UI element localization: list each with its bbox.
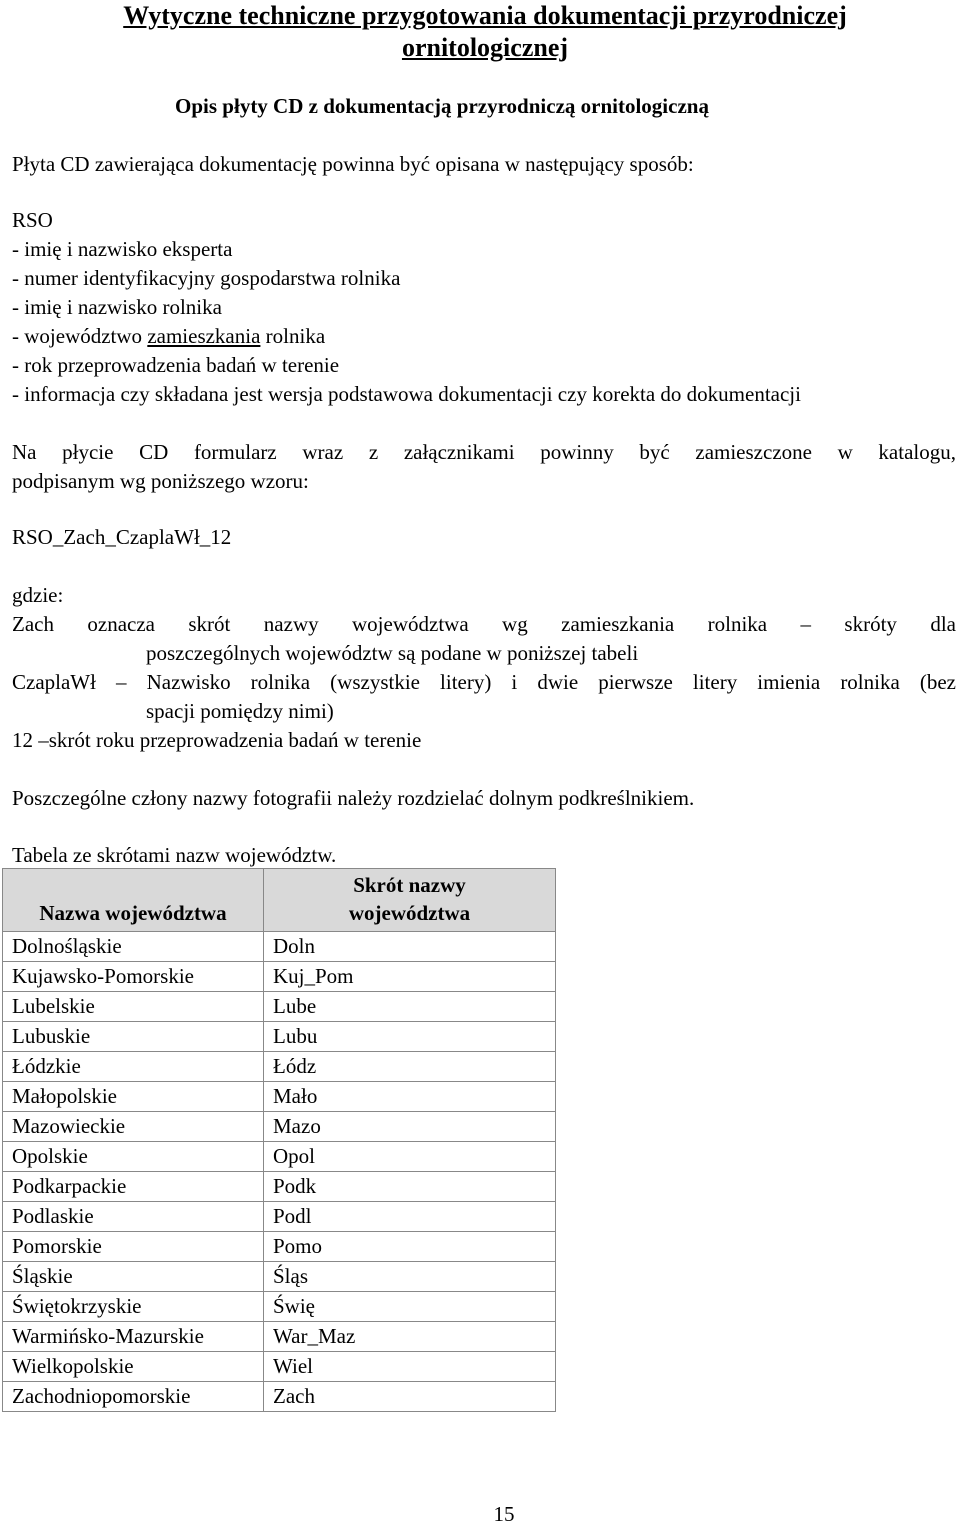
- cell-abbreviation: Pomo: [264, 1232, 556, 1262]
- page-number: 15: [493, 1502, 515, 1526]
- header-name: Nazwa województwa: [3, 869, 264, 932]
- cell-abbreviation: Podl: [264, 1202, 556, 1232]
- cell-voivodeship-name: Świętokrzyskie: [3, 1292, 264, 1322]
- list-item: [12, 322, 325, 351]
- header-abbr: [264, 869, 556, 932]
- underscore-note: Poszczególne człony nazwy fotografii należy rozdzielać dolnym podkreślnikiem.: [12, 786, 695, 810]
- table-row: [3, 1112, 556, 1142]
- rso-label: RSO: [12, 208, 53, 232]
- cell-abbreviation: Zach: [264, 1382, 556, 1412]
- cell-voivodeship-name: Mazowieckie: [3, 1112, 264, 1142]
- table-row: [3, 1322, 556, 1352]
- list-item-part: - województwo: [12, 324, 148, 348]
- cell-voivodeship-name: Lubelskie: [3, 992, 264, 1022]
- list-item: - imię i nazwisko rolnika: [12, 295, 222, 319]
- title-line-2: ornitologicznej: [401, 33, 569, 62]
- table-row: [3, 1232, 556, 1262]
- header-abbr-line: województwa: [348, 901, 471, 925]
- cell-abbreviation: Świę: [264, 1292, 556, 1322]
- table-row: [3, 1172, 556, 1202]
- cell-abbreviation: Lube: [264, 992, 556, 1022]
- table-header-row: [3, 869, 556, 932]
- document-title: [0, 0, 960, 64]
- definition-line: 12 –skrót roku przeprowadzenia badań w terenie: [12, 728, 422, 752]
- naming-pattern: RSO_Zach_CzaplaWł_12: [12, 525, 232, 549]
- cell-abbreviation: Doln: [264, 932, 556, 962]
- cell-abbreviation: Opol: [264, 1142, 556, 1172]
- cell-voivodeship-name: Dolnośląskie: [3, 932, 264, 962]
- cell-voivodeship-name: Warmińsko-Mazurskie: [3, 1322, 264, 1352]
- cell-voivodeship-name: Śląskie: [3, 1262, 264, 1292]
- cell-abbreviation: Wiel: [264, 1352, 556, 1382]
- cell-voivodeship-name: Podlaskie: [3, 1202, 264, 1232]
- table-row: [3, 932, 556, 962]
- table-row: [3, 1202, 556, 1232]
- list-item: - rok przeprowadzenia badań w terenie: [12, 353, 340, 377]
- intro-text: Płyta CD zawierająca dokumentację powinna być opisana w następujący sposób:: [12, 152, 694, 176]
- cell-voivodeship-name: Pomorskie: [3, 1232, 264, 1262]
- cell-abbreviation: Mało: [264, 1082, 556, 1112]
- table-row: [3, 992, 556, 1022]
- table-caption: Tabela ze skrótami nazw województw.: [12, 843, 337, 867]
- definition-line: spacji pomiędzy nimi): [146, 699, 334, 723]
- cell-abbreviation: Lubu: [264, 1022, 556, 1052]
- underlined-word: zamieszkania: [147, 324, 261, 348]
- cell-voivodeship-name: Podkarpackie: [3, 1172, 264, 1202]
- table-row: [3, 1022, 556, 1052]
- voivodeship-table: [2, 868, 556, 1412]
- cell-abbreviation: Mazo: [264, 1112, 556, 1142]
- list-item: - informacja czy składana jest wersja podstawowa dokumentacji czy korekta do dokumentacji: [12, 382, 801, 406]
- cell-abbreviation: Kuj_Pom: [264, 962, 556, 992]
- definition-line: poszczególnych województw są podane w poniższej tabeli: [146, 641, 639, 665]
- table-row: [3, 1082, 556, 1112]
- cell-voivodeship-name: Opolskie: [3, 1142, 264, 1172]
- table-row: [3, 1142, 556, 1172]
- header-abbr-line: Skrót nazwy: [353, 873, 466, 897]
- where-label: gdzie:: [12, 583, 64, 607]
- paragraph-line: podpisanym wg poniższego wzoru:: [12, 469, 309, 493]
- table-row: [3, 1292, 556, 1322]
- cell-voivodeship-name: Zachodniopomorskie: [3, 1382, 264, 1412]
- table-row: [3, 1352, 556, 1382]
- cell-voivodeship-name: Kujawsko-Pomorskie: [3, 962, 264, 992]
- table-row: [3, 962, 556, 992]
- table-row: [3, 1262, 556, 1292]
- list-item-part: rolnika: [260, 324, 326, 348]
- cell-voivodeship-name: Lubuskie: [3, 1022, 264, 1052]
- cell-voivodeship-name: Wielkopolskie: [3, 1352, 264, 1382]
- definition-line: Zach oznacza skrót nazwy województwa wg zamieszkania rolnika – skróty dla: [12, 612, 956, 636]
- list-item: - numer identyfikacyjny gospodarstwa rolnika: [12, 266, 401, 290]
- table-body: [3, 932, 556, 1412]
- cell-abbreviation: Łódz: [264, 1052, 556, 1082]
- definition-line: CzaplaWł – Nazwisko rolnika (wszystkie litery) i dwie pierwsze litery imienia rolnika (bez: [12, 670, 956, 694]
- section-subtitle: Opis płyty CD z dokumentacją przyrodniczą ornitologiczną: [175, 94, 709, 118]
- cell-voivodeship-name: Łódzkie: [3, 1052, 264, 1082]
- cell-abbreviation: War_Maz: [264, 1322, 556, 1352]
- table-row: [3, 1382, 556, 1412]
- cell-voivodeship-name: Małopolskie: [3, 1082, 264, 1112]
- title-line-1: Wytyczne techniczne przygotowania dokumentacji przyrodniczej: [123, 1, 847, 30]
- table-row: [3, 1052, 556, 1082]
- paragraph-line: Na płycie CD formularz wraz z załącznikami powinny być zamieszczone w katalogu,: [12, 440, 956, 464]
- cell-abbreviation: Śląs: [264, 1262, 556, 1292]
- list-item: - imię i nazwisko eksperta: [12, 237, 233, 261]
- cell-abbreviation: Podk: [264, 1172, 556, 1202]
